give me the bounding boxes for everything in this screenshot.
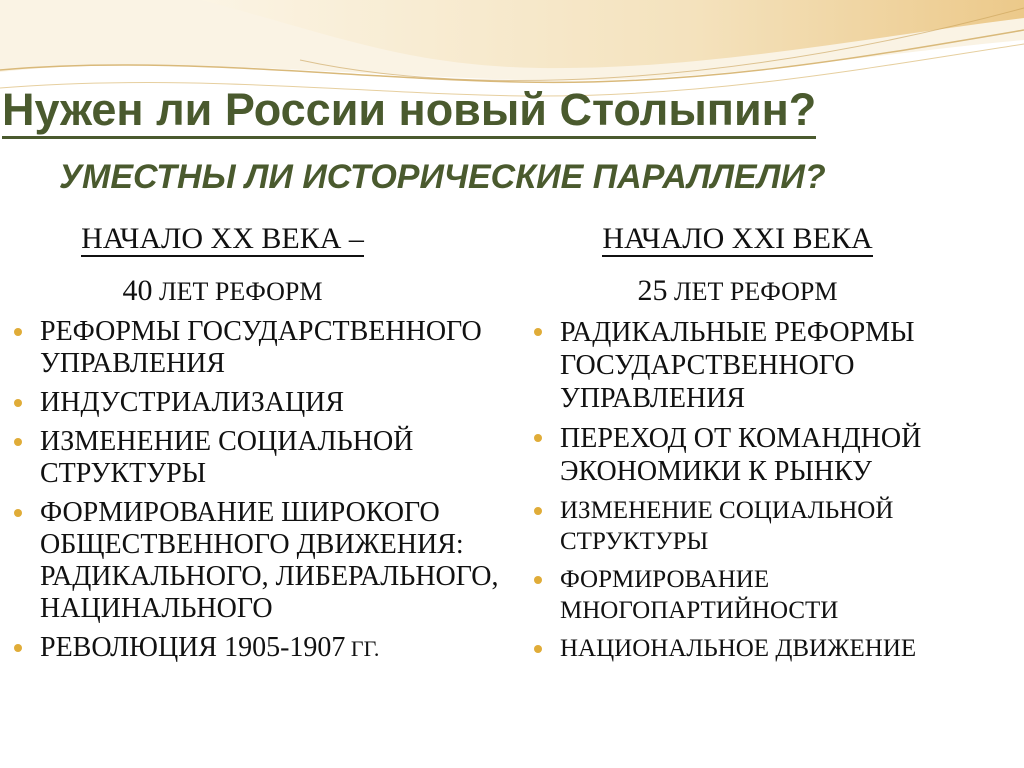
list-item: РАДИКАЛЬНЫЕ РЕФОРМЫ ГОСУДАРСТВЕННОГО УПРАВЛЕНИЯ [530,316,1010,415]
right-heading: НАЧАЛО ХХI ВЕКА [602,222,873,255]
page-title: Нужен ли России новый Столыпин? [2,84,816,139]
right-years: 25 ЛЕТ РЕФОРМ [637,274,838,307]
list-item: НАЦИОНАЛЬНОЕ ДВИЖЕНИЕ [530,633,1010,664]
bullet-icon [534,328,542,336]
left-column [10,222,505,665]
list-item: ФОРМИРОВАНИЕ ШИРОКОГО ОБЩЕСТВЕННОГО ДВИЖЕНИЯ: РАДИКАЛЬНОГО, ЛИБЕРАЛЬНОГО, НАЦИНАЛЬНОГО [10,497,505,625]
right-column [530,222,1010,664]
bullet-icon [14,328,22,336]
bullet-icon [534,434,542,442]
left-years: 40 ЛЕТ РЕФОРМ [122,274,323,307]
bullet-icon [14,644,22,652]
bullet-icon [534,576,542,584]
left-heading: НАЧАЛО ХХ ВЕКА – [81,222,364,255]
bullet-icon [534,645,542,653]
left-list [10,316,505,665]
list-item: РЕФОРМЫ ГОСУДАРСТВЕННОГО УПРАВЛЕНИЯ [10,316,505,380]
page-subtitle: УМЕСТНЫ ЛИ ИСТОРИЧЕСКИЕ ПАРАЛЛЕЛИ? [59,158,826,196]
list-item: ИЗМЕНЕНИЕ СОЦИАЛЬНОЙ СТРУКТУРЫ [530,495,1010,557]
bullet-icon [14,438,22,446]
bullet-icon [14,399,22,407]
list-item: ИЗМЕНЕНИЕ СОЦИАЛЬНОЙ СТРУКТУРЫ [10,426,505,490]
right-list [530,316,1010,664]
list-item: ИНДУСТРИАЛИЗАЦИЯ [10,387,505,419]
list-item: ПЕРЕХОД ОТ КОМАНДНОЙ ЭКОНОМИКИ К РЫНКУ [530,422,1010,488]
bullet-icon [534,507,542,515]
list-item: ФОРМИРОВАНИЕ МНОГОПАРТИЙНОСТИ [530,564,1010,626]
list-item: РЕВОЛЮЦИЯ 1905-1907 ГГ. [10,632,505,665]
bullet-icon [14,509,22,517]
